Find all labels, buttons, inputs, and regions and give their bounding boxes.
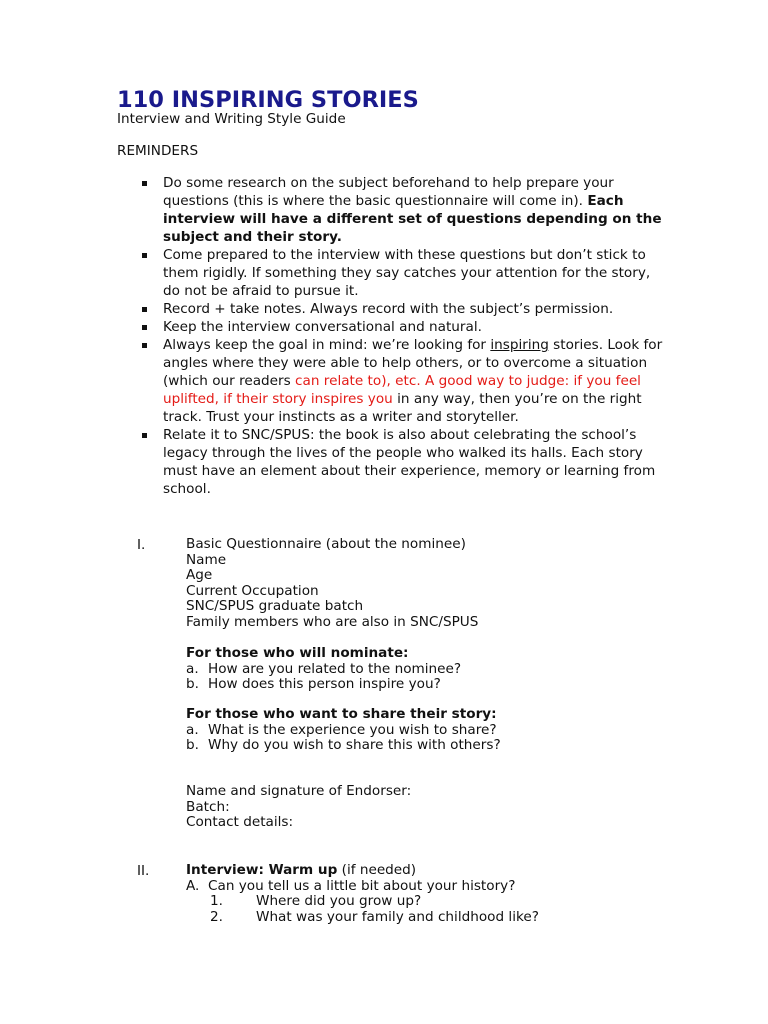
item-text: What is the experience you wish to share? (208, 721, 497, 738)
field-batch: SNC/SPUS graduate batch (186, 598, 364, 614)
list-item (163, 246, 663, 300)
bullet-text: Keep the interview conversational and natural. (163, 319, 482, 335)
item-text: How are you related to the nominee? (208, 660, 462, 677)
list-item (163, 426, 663, 498)
share-heading: For those who want to share their story: (186, 706, 497, 722)
item-text: What was your family and childhood like? (256, 908, 539, 925)
endorser-name-label: Name and signature of Endorser: (186, 783, 412, 799)
document-subtitle: Interview and Writing Style Guide (117, 111, 346, 127)
item-letter: A. (186, 877, 200, 894)
field-name: Name (186, 551, 227, 568)
bullet-text: Come prepared to the interview with these questions but don’t stick to them rigidly. If something they say catches your attention for the story, do not be afraid to pursue it. (163, 247, 651, 299)
list-item (163, 318, 663, 336)
section-1-heading: Basic Questionnaire (about the nominee) (186, 536, 466, 552)
list-item (186, 738, 501, 754)
reminders-list (163, 174, 663, 498)
bullet-text: stories. Look for angles where they were able to help others, or to overcome a situation (which our readers (163, 337, 663, 389)
item-letter: a. (186, 721, 199, 738)
list-item (186, 894, 539, 910)
endorser-batch-label: Batch: (186, 798, 230, 815)
item-letter: a. (186, 660, 199, 677)
list-item (163, 300, 663, 318)
bullet-bold-text: Each interview will have a different set of questions depending on the subject and their story. (163, 193, 662, 245)
bullet-text: Always keep the goal in mind: we’re looking for (163, 337, 491, 353)
underlined-word: inspiring (490, 337, 549, 353)
item-number: 1. (210, 893, 223, 909)
red-highlight-text: can relate to), etc. A good way to judge: if you feel uplifted, if their story inspires you (163, 373, 641, 407)
bullet-text: Record + take notes. Always record with the subject’s permission. (163, 301, 614, 317)
item-letter: b. (186, 676, 199, 692)
bullet-text: Relate it to SNC/SPUS: the book is also about celebrating the school’s legacy through the lives of the people who walked its halls. Each story must have an element about their experience, memory or learning from school. (163, 427, 656, 497)
document-title: 110 INSPIRING STORIES (117, 87, 419, 113)
field-family: Family members who are also in SNC/SPUS (186, 613, 479, 630)
field-age: Age (186, 567, 213, 583)
list-item (186, 879, 539, 895)
field-occupation: Current Occupation (186, 582, 319, 599)
list-item (186, 662, 461, 678)
section-2-numeral: II. (137, 863, 150, 879)
section-1-numeral: I. (137, 537, 146, 553)
item-letter: b. (186, 737, 199, 753)
nominate-block (186, 646, 461, 693)
section-1-block (186, 537, 478, 630)
item-text: Why do you wish to share this with others? (208, 737, 501, 753)
section-2-block (186, 863, 539, 925)
endorser-contact-label: Contact details: (186, 814, 294, 830)
section-2-heading-rest: (if needed) (337, 862, 417, 878)
item-text: How does this person inspire you? (208, 676, 441, 692)
bullet-text: in any way, then you’re on the right track. Trust your instincts as a writer and storyteller. (163, 391, 642, 425)
bullet-text: Do some research on the subject beforehand to help prepare your questions (this is where the basic questionnaire will come in). (163, 175, 614, 209)
item-text: Can you tell us a little bit about your history? (208, 877, 516, 894)
nominate-heading: For those who will nominate: (186, 645, 409, 661)
endorser-block (186, 784, 411, 831)
list-item (163, 336, 663, 426)
list-item (163, 174, 663, 246)
list-item (186, 910, 539, 926)
item-text: Where did you grow up? (256, 893, 422, 909)
list-item (186, 677, 461, 693)
item-number: 2. (210, 908, 223, 925)
list-item (186, 723, 501, 739)
section-2-heading (186, 863, 539, 879)
share-block (186, 707, 501, 754)
reminders-heading: REMINDERS (117, 143, 199, 159)
section-2-heading-bold: Interview: Warm up (186, 862, 338, 878)
